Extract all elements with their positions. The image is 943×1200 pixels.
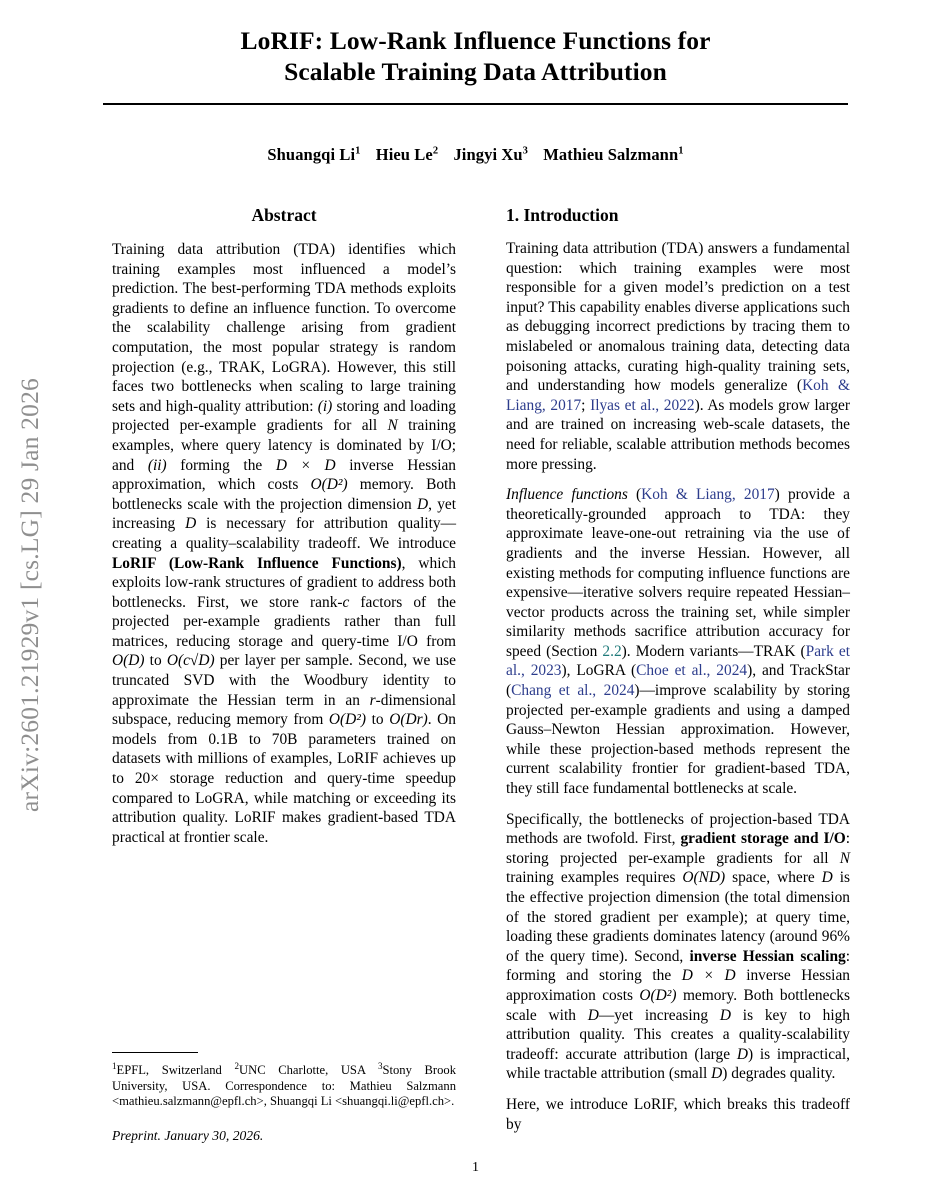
citation-link[interactable]: Choe et al., 2024 [636, 662, 748, 680]
math-N: N [839, 849, 850, 867]
abstract-text-f: memory. Both bottlenecks scale with the projection dimension [112, 476, 457, 513]
footnote-affiliations [112, 1059, 456, 1110]
footnote-marker-3: 3 [377, 1061, 383, 1071]
author-list [103, 145, 848, 165]
footnote-block [112, 1052, 456, 1158]
math-D2: D [185, 515, 197, 533]
intro-p3-text-k: ) is impractical, while tractable attribution (small [506, 1045, 851, 1083]
author-affiliation-marker: 3 [522, 145, 529, 157]
footnote-marker-1: 1 [112, 1061, 117, 1071]
abstract-text-e: inverse Hessian approximation, which costs [112, 456, 457, 494]
citation-link[interactable]: Koh & Liang, 2017 [641, 486, 775, 504]
footnote-affiliation-1: EPFL, Switzerland [116, 1063, 235, 1078]
author-name: Mathieu Salzmann [543, 145, 679, 164]
abstract-text-b: storing and loading projected per-example gradients for all [112, 397, 456, 435]
math-OD2: O(D²) [639, 986, 677, 1004]
title-block [103, 0, 848, 87]
paper-page [103, 0, 851, 1200]
footnote-marker-2: 2 [234, 1061, 239, 1071]
author-name: Jingyi Xu [453, 145, 523, 164]
preprint-notice: Preprint. January 30, 2026. [112, 1127, 264, 1143]
author-affiliation-marker: 1 [678, 145, 684, 157]
math-N: N [387, 417, 398, 435]
abstract-text-j: factors of the projected per-example gradients rather than full matrices, reducing storage and query-time I/O from [112, 593, 456, 650]
intro-p3-text-l: ) degrades quality. [722, 1065, 836, 1083]
abstract-text-h: is necessary for attribution quality—creating a quality–scalability tradeoff. We introduce [112, 515, 456, 552]
intro-p3-text-j: is key to high attribution quality. This creates a quality-scalability tradeoff: accurate attribution (large [506, 1006, 850, 1063]
intro-paragraph-2 [506, 485, 850, 799]
math-c: c [342, 593, 350, 611]
math-D: D [821, 869, 833, 887]
intro-paragraph-1 [506, 239, 850, 474]
introduction-heading: 1. Introduction [506, 205, 619, 225]
footnote-divider [112, 1052, 198, 1053]
math-D2: D [587, 1006, 599, 1024]
math-OD: O(D) [112, 652, 145, 670]
citation-link[interactable]: Koh & Liang, 2017 [506, 377, 851, 414]
intro-p1-text-b: ). As models grow larger and are trained on increasing web-scale datasets, the need for reliable, scalable attribution methods becomes more pressing. [506, 396, 850, 473]
abstract-text-k: to [144, 652, 167, 670]
math-OD2: O(D²) [310, 476, 348, 494]
abstract-text-l: per layer per sample. Second, we use truncated SVD with the Woodbury identity to approximate the Hessian term in an [112, 652, 456, 709]
intro-p3-text-h: memory. Both bottlenecks scale with [506, 986, 850, 1024]
intro-term-influence-functions: Influence functions [506, 486, 628, 504]
title-line-2: Scalable Training Data Attribution [284, 57, 667, 86]
intro-p2-text-c: ). Modern variants—TRAK ( [621, 642, 806, 660]
abstract-text-m: -dimensional subspace, reducing memory from [112, 691, 456, 729]
page-number: 1 [472, 1160, 479, 1175]
abstract-text-d: forming the [166, 456, 276, 474]
intro-paragraph-4: Here, we introduce LoRIF, which breaks this tradeoff by [506, 1095, 850, 1133]
right-column [506, 205, 850, 1145]
abstract-item-i: (i) [317, 397, 333, 415]
two-column-body [103, 205, 851, 1140]
citation-link[interactable]: Park et al., 2023 [506, 642, 851, 680]
math-D: D [416, 495, 429, 513]
intro-p2-text-b: ) provide a theoretically-grounded approach to TDA: they approximate leave-one-out retraining via the use of gradients and the inverse Hessian. However, all existing methods for computing influence functions are expensive—iterative solvers require repeated Hessian–vector products across the training set, while simpler similarity methods sacrifice attribution accuracy for speed (Section [506, 486, 850, 660]
math-OcsqrtD: O(c√D) [166, 652, 215, 670]
abstract-paragraph [112, 240, 456, 847]
intro-p3-text-i: —yet increasing [598, 1006, 720, 1024]
citation-link[interactable]: Ilyas et al., 2022 [590, 396, 695, 414]
intro-p2-text-a: ( [627, 486, 642, 504]
intro-p3-text-e: is the effective projection dimension (the total dimension of the stored gradient per example); at query time, loading these gradients dominates latency (around 96% of the query time). Second, [506, 869, 850, 965]
author-affiliation-marker: 2 [432, 145, 439, 157]
abstract-method-name: LoRIF (Low-Rank Influence Functions) [112, 554, 402, 572]
intro-p3-text-b: : storing projected per-example gradients for all [506, 830, 850, 867]
intro-p1-text-a: Training data attribution (TDA) answers a fundamental question: which training examples were most responsible for a given model’s prediction on a test input? This capability enables diverse applications such as debugging incorrect predictions by tracing them to mislabeled or anomalous training data, detecting data poisoning attacks, curating high-quality training sets, and understanding how models generalize ( [506, 240, 850, 395]
abstract-text-o: . On models from 0.1B to 70B parameters trained on datasets with millions of examples, LoRIF achieves up to 20× storage reduction and query-time speedup compared to LoGRA, while matching or exceeding its attribution quality. LoRIF makes gradient-based TDA practical at frontier scale. [112, 711, 456, 846]
math-DxD: D × D [275, 456, 336, 474]
left-column [112, 205, 456, 858]
arxiv-stamp-text: arXiv:2601.21929v1 [cs.LG] 29 Jan 2026 [15, 378, 44, 812]
intro-p3-text-f: : forming and storing the [506, 947, 850, 985]
page-title [103, 25, 848, 87]
abstract-text-a: Training data attribution (TDA) identifies which training examples most influenced a model’s prediction. The best-performing TDA methods exploits gradients to define an influence function. To overcome the scalability challenge arising from gradient computation, the most popular strategy is random projection (e.g., TRAK, LoGRA). However, this still faces two bottlenecks when scaling to large training sets and high-quality attribution: [112, 241, 456, 415]
footnote-affiliation-3: Stony Brook University, USA. Correspondence to: Mathieu Salzmann <mathieu.salzmann@epfl.ch>, Shuangqi Li <shuangqi.li@epfl.ch>. [112, 1063, 456, 1109]
intro-bottleneck-2: inverse Hessian scaling [689, 947, 846, 965]
intro-p3-text-a: Specifically, the bottlenecks of projection-based TDA methods are twofold. First, [506, 810, 850, 848]
abstract-text-c: training examples, where query latency is dominated by I/O; and [112, 417, 456, 474]
intro-p3-text-c: training examples requires [506, 869, 683, 887]
section-link[interactable]: 2.2 [602, 642, 622, 660]
math-DxD: D × D [681, 967, 736, 985]
math-D3: D [719, 1006, 731, 1024]
intro-bottleneck-1: gradient storage and I/O [680, 830, 846, 848]
math-ODr: O(Dr) [389, 711, 428, 729]
intro-paragraph-3 [506, 810, 850, 1084]
abstract-text-i: , which exploits low-rank structures of gradient to address both bottlenecks. First, we store rank- [112, 554, 456, 611]
intro-p2-text-f: )—improve scalability by storing projected per-example gradients and using a damped Gauss–Newton Hessian approximation. However, while these projection-based methods represent the current scalability frontier for gradient-based TDA, they still face fundamental bottlenecks at scale. [506, 682, 850, 798]
abstract-text-g: , yet increasing [112, 495, 456, 533]
citation-link[interactable]: Chang et al., 2024 [511, 682, 635, 700]
math-D4: D [736, 1045, 748, 1063]
arxiv-stamp [0, 0, 48, 1200]
title-divider [103, 103, 848, 105]
author-name: Shuangqi Li [267, 145, 356, 164]
math-D5: D [711, 1065, 723, 1083]
math-OND: O(ND) [682, 869, 726, 887]
intro-p3-text-d: space, where [725, 869, 822, 887]
citation-separator: ; [581, 396, 591, 414]
math-r: r [369, 691, 376, 709]
intro-p2-text-e: ), and TrackStar ( [506, 662, 850, 700]
abstract-item-ii: (ii) [147, 456, 167, 474]
math-OD2b: O(D²) [328, 711, 367, 729]
abstract-heading: Abstract [251, 205, 317, 225]
intro-p2-text-d: ), LoGRA ( [561, 662, 637, 680]
author-name: Hieu Le [375, 145, 433, 164]
author-affiliation-marker: 1 [355, 145, 361, 157]
footnote-affiliation-2: UNC Charlotte, USA [239, 1063, 378, 1078]
abstract-text-n: to [366, 711, 390, 729]
intro-p3-text-g: inverse Hessian approximation costs [506, 967, 850, 1004]
title-line-1: LoRIF: Low-Rank Influence Functions for [240, 26, 711, 55]
